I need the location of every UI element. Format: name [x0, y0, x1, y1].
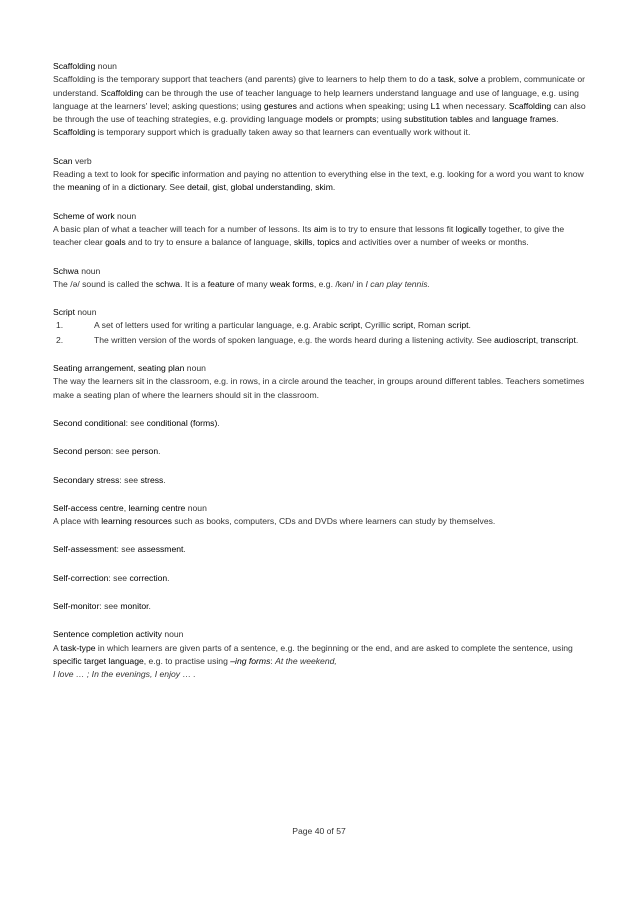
headword: Self-correction [53, 572, 109, 583]
text: , [123, 502, 129, 513]
entry-headword [53, 265, 593, 278]
text: . [158, 446, 161, 457]
headword: stress [140, 474, 164, 485]
entry-headword [53, 60, 593, 73]
entry-self-assessment [53, 543, 593, 556]
keyword: language frames [492, 114, 557, 125]
text: of many [234, 278, 270, 289]
text: ; using [376, 114, 405, 125]
entry-headword [53, 572, 593, 585]
entry-schwa [53, 265, 593, 292]
text: and actions when speaking; using [296, 100, 431, 111]
keyword: skim [315, 182, 333, 193]
entry-definition [53, 642, 593, 669]
entry-definition [53, 223, 593, 250]
part-of-speech: noun [77, 307, 97, 318]
part-of-speech: verb [74, 155, 92, 166]
headword: Seating arrangement [53, 363, 134, 374]
entry-headword [53, 543, 593, 556]
keyword: –ing forms [230, 655, 271, 666]
keyword: detail [187, 182, 208, 193]
part-of-speech: noun [187, 502, 207, 513]
keyword: script [339, 320, 361, 331]
part-of-speech: noun [164, 629, 184, 640]
entry-headword [53, 502, 593, 515]
text: A place with [53, 516, 102, 527]
headword: assessment [137, 544, 184, 555]
text: , [312, 237, 318, 248]
text: in which learners are given parts of a sentence, e.g. the beginning or the end, and are asked to complete the sentence, using [95, 642, 573, 653]
part-of-speech: noun [97, 61, 117, 71]
text: A [53, 642, 61, 653]
headword: correction [129, 572, 168, 583]
keyword: audioscript [494, 334, 536, 345]
entry-headword [53, 474, 593, 487]
entry-seating-arrangement [53, 362, 593, 402]
text: : see [116, 544, 138, 555]
entry-sentence-completion-activity [53, 628, 593, 681]
keyword: specific target language [53, 655, 144, 666]
keyword: gestures [263, 100, 297, 111]
keyword: script [447, 320, 469, 331]
entry-second-person [53, 445, 593, 458]
text: The written version of the words of spoken language, e.g. the words heard during a listening activity. See [94, 334, 495, 345]
keyword: topics [317, 237, 340, 248]
text: , [207, 182, 213, 193]
glossary-entries [53, 60, 593, 697]
keyword: Scaffolding [508, 100, 552, 111]
keyword: Scaffolding [53, 127, 96, 138]
keyword: script [392, 320, 414, 331]
entry-script [53, 306, 593, 347]
list-number: 1. [56, 320, 64, 331]
text: : [270, 655, 276, 666]
entry-scheme-of-work [53, 210, 593, 250]
headword: seating plan [138, 363, 185, 374]
headword: Secondary stress [53, 474, 120, 485]
text: , Roman [413, 320, 448, 331]
list-item-text [94, 319, 593, 332]
text: A basic plan of what a teacher will teach for a number of lessons. Its [53, 223, 314, 234]
text: . See [164, 182, 188, 193]
headword: Script [53, 307, 75, 318]
text: together, to give the teacher clear [53, 223, 565, 248]
keyword: weak forms [269, 278, 314, 289]
headword: conditional (forms) [146, 417, 218, 428]
text: . [332, 182, 336, 193]
text: , e.g. /kən/ in [313, 278, 366, 289]
text: . [556, 114, 559, 125]
text: . [163, 474, 166, 485]
text: A set of letters used for writing a particular language, e.g. Arabic [94, 320, 340, 331]
keyword: specific [150, 169, 180, 180]
entry-definition [53, 515, 593, 528]
text: , [453, 74, 459, 85]
entry-definition [53, 668, 593, 681]
keyword: skills [293, 237, 313, 248]
entry-headword [53, 306, 593, 319]
keyword: dictionary [128, 182, 165, 193]
headword: Self-access centre [53, 502, 124, 513]
headword: Schwa [53, 265, 79, 276]
keyword: models [305, 114, 333, 125]
text: and [472, 114, 493, 125]
text: : see [99, 601, 121, 612]
keyword: aim [313, 223, 328, 234]
text: , [225, 182, 231, 193]
text: and activities over a number of weeks or months. [339, 237, 529, 248]
text: Reading a text to look for [53, 169, 151, 180]
keyword: solve [458, 74, 479, 85]
text: of in a [100, 182, 129, 193]
text: : see [110, 446, 132, 457]
text: , Cyrillic [360, 320, 393, 331]
keyword: prompts [345, 114, 377, 125]
keyword: goals [105, 237, 126, 248]
entry-headword [53, 210, 593, 223]
keyword: task [437, 74, 454, 85]
entry-scaffolding [53, 60, 593, 140]
headword: monitor [120, 601, 149, 612]
text: is temporary support which is gradually taken away so that learners can eventually work without it. [95, 127, 471, 138]
text: information and paying no attention to everything else in the text, e.g. looking for a word you want to know the [53, 169, 584, 193]
keyword: logically [455, 223, 487, 234]
text: . [217, 417, 220, 428]
text: The /ə/ sound is called the [53, 278, 156, 289]
headword: Self-assessment [53, 544, 117, 555]
entry-headword [53, 417, 593, 430]
text: a problem, communicate or understand. [53, 74, 585, 98]
text: , [310, 182, 316, 193]
example-text: I love … ; In the evenings, I enjoy … . [53, 669, 196, 680]
list-item-text [94, 334, 593, 347]
list-number: 2. [56, 334, 64, 345]
entry-definition [53, 375, 593, 402]
keyword: Scaffolding [100, 87, 144, 98]
text: . [167, 572, 170, 583]
keyword: feature [207, 278, 235, 289]
text: : see [119, 474, 141, 485]
headword: learning centre [128, 502, 186, 513]
keyword: gist [212, 182, 226, 193]
text: , e.g. to practise using [143, 655, 231, 666]
text: when necessary. [440, 100, 509, 111]
text: such as books, computers, CDs and DVDs where learners can study by themselves. [171, 516, 496, 527]
text: , [133, 363, 139, 374]
keyword: transcript [540, 334, 576, 345]
keyword: task-type [60, 642, 96, 653]
text: . [468, 320, 471, 331]
headword: Scheme of work [53, 210, 115, 221]
headword: Second conditional [53, 417, 126, 428]
list-item [53, 319, 593, 332]
keyword: schwa [155, 278, 181, 289]
entry-definition [53, 168, 593, 195]
entry-definition [53, 278, 593, 291]
text: . [148, 601, 151, 612]
headword: Self-monitor [53, 601, 100, 612]
text: or [332, 114, 346, 125]
entry-second-conditional [53, 417, 593, 430]
keyword: learning resources [101, 516, 172, 527]
entry-headword [53, 362, 593, 375]
entry-headword [53, 155, 593, 168]
entry-headword [53, 628, 593, 641]
entry-scan [53, 155, 593, 195]
text: : see [125, 417, 147, 428]
entry-self-monitor [53, 600, 593, 613]
text: , [535, 334, 541, 345]
numbered-list [53, 319, 593, 347]
text: . [575, 334, 579, 345]
text: can also be through the use of teaching strategies, e.g. providing language [53, 100, 586, 125]
entry-definition [53, 73, 593, 139]
entry-secondary-stress [53, 474, 593, 487]
text: The way the learners sit in the classroom, e.g. in rows, in a circle around the teacher, in groups around different tables. Teachers sometimes make a seating plan of where the learners should sit in the classroom. [53, 376, 585, 400]
example-text: I can play tennis. [365, 278, 430, 289]
text: . It is a [180, 278, 208, 289]
keyword: L1 [430, 100, 441, 111]
entry-headword [53, 445, 593, 458]
keyword: meaning [67, 182, 101, 193]
entry-self-access-centre [53, 502, 593, 529]
text: Scaffolding is the temporary support that teachers (and parents) give to learners to help them to do a [53, 74, 438, 85]
entry-self-correction [53, 572, 593, 585]
part-of-speech: noun [117, 210, 137, 221]
entry-headword [53, 600, 593, 613]
page-number: Page 40 of 57 [292, 826, 346, 836]
example-text: At the weekend, [275, 655, 337, 666]
headword: Scaffolding [53, 61, 96, 71]
text: can be through the use of teacher language to help learners understand language and use of language, e.g. using language at the learners' level; asking questions; using [53, 87, 579, 111]
headword: Scan [53, 155, 73, 166]
part-of-speech: noun [186, 363, 206, 374]
part-of-speech: noun [81, 265, 101, 276]
keyword: substitution tables [404, 114, 473, 125]
headword: Sentence completion activity [53, 629, 162, 640]
text: and to try to ensure a balance of language, [125, 237, 294, 248]
keyword: global understanding [230, 182, 311, 193]
text: . [183, 544, 186, 555]
list-item [53, 334, 593, 347]
headword: Second person [53, 446, 111, 457]
text: is to try to ensure that lessons fit [327, 223, 456, 234]
text: : see [108, 572, 130, 583]
headword: person [131, 446, 159, 457]
